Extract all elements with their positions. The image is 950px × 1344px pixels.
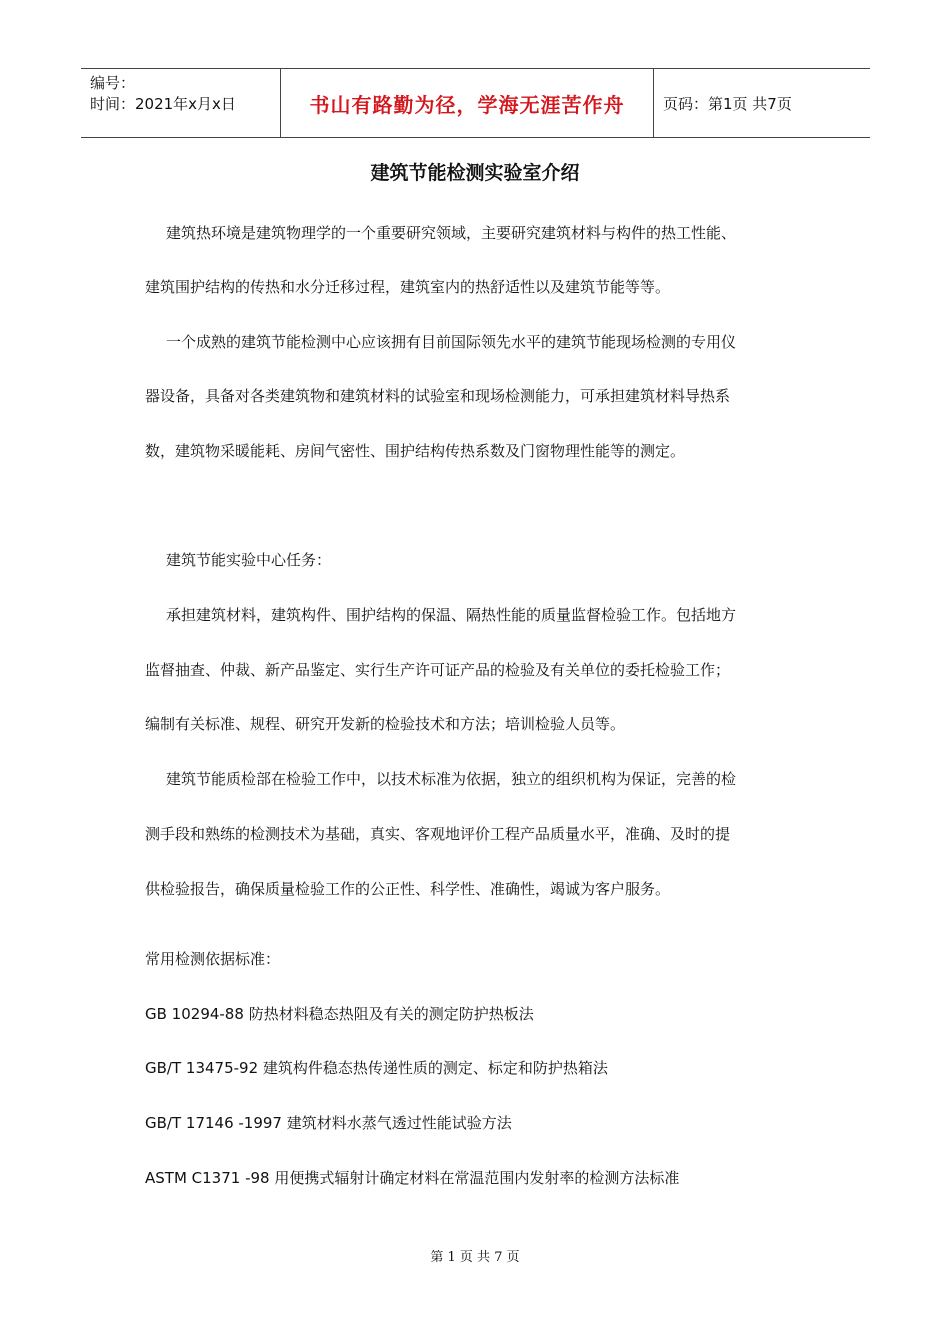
page-footer: 第 1 页 共 7 页 — [430, 1250, 520, 1265]
standards-heading: 常用检测依据标准： — [145, 950, 281, 968]
paragraph-line: 监督抽查、仲裁、新产品鉴定、实行生产许可证产品的检验及有关单位的委托检验工作； — [145, 661, 731, 679]
section-heading: 建筑节能实验中心任务： — [166, 551, 332, 569]
standard-title: 用便携式辐射计确定材料在常温范围内发射率的检测方法标准 — [274, 1169, 680, 1187]
page-header — [81, 68, 870, 138]
standard-title: 建筑材料水蒸气透过性能试验方法 — [286, 1114, 512, 1132]
standard-code: GB/T 17146 -1997 — [145, 1114, 282, 1132]
header-meta — [81, 69, 281, 137]
header-motto: 书山有路勤为径，学海无涯苦作舟 — [309, 92, 625, 117]
paragraph-line: 一个成熟的建筑节能检测中心应该拥有目前国际领先水平的建筑节能现场检测的专用仪 — [166, 333, 737, 351]
paragraph-line: 承担建筑材料，建筑构件、围护结构的保温、隔热性能的质量监督检验工作。包括地方 — [166, 606, 737, 624]
standard-item — [145, 1167, 815, 1188]
paragraph-line: 测手段和熟练的检测技术为基础，真实、客观地评价工程产品质量水平，准确、及时的提 — [145, 825, 731, 843]
header-page-info: 页码：第1页 共7页 — [663, 94, 792, 113]
paragraph-line: 供检验报告，确保质量检验工作的公正性、科学性、准确性，竭诚为客户服务。 — [145, 880, 671, 898]
paragraph-line: 器设备，具备对各类建筑物和建筑材料的试验室和现场检测能力，可承担建筑材料导热系 — [145, 387, 731, 405]
standard-item — [145, 1112, 815, 1133]
paragraph-line: 建筑热环境是建筑物理学的一个重要研究领域，主要研究建筑材料与构件的热工性能、 — [166, 224, 737, 242]
standard-item — [145, 1057, 815, 1078]
standard-title: 建筑构件稳态热传递性质的测定、标定和防护热箱法 — [262, 1059, 608, 1077]
paragraph-line: 建筑节能质检部在检验工作中，以技术标准为依据，独立的组织机构为保证，完善的检 — [166, 770, 737, 788]
paragraph-line: 建筑围护结构的传热和水分迁移过程，建筑室内的热舒适性以及建筑节能等等。 — [145, 278, 671, 296]
standard-code: GB/T 13475-92 — [145, 1059, 259, 1077]
standard-title: 防热材料稳态热阻及有关的测定防护热板法 — [248, 1005, 534, 1023]
paragraph-line: 数，建筑物采暖能耗、房间气密性、围护结构传热系数及门窗物理性能等的测定。 — [145, 442, 686, 460]
standard-code: GB 10294-88 — [145, 1005, 244, 1023]
standard-item — [145, 1003, 815, 1024]
document-number: 编号： — [90, 74, 136, 92]
document-date: 时间：2021年x月x日 — [90, 95, 236, 113]
standard-code: ASTM C1371 -98 — [145, 1169, 270, 1187]
document-title: 建筑节能检测实验室介绍 — [370, 162, 580, 184]
paragraph-line: 编制有关标准、规程、研究开发新的检验技术和方法；培训检验人员等。 — [145, 715, 626, 733]
header-motto-cell — [281, 69, 654, 137]
